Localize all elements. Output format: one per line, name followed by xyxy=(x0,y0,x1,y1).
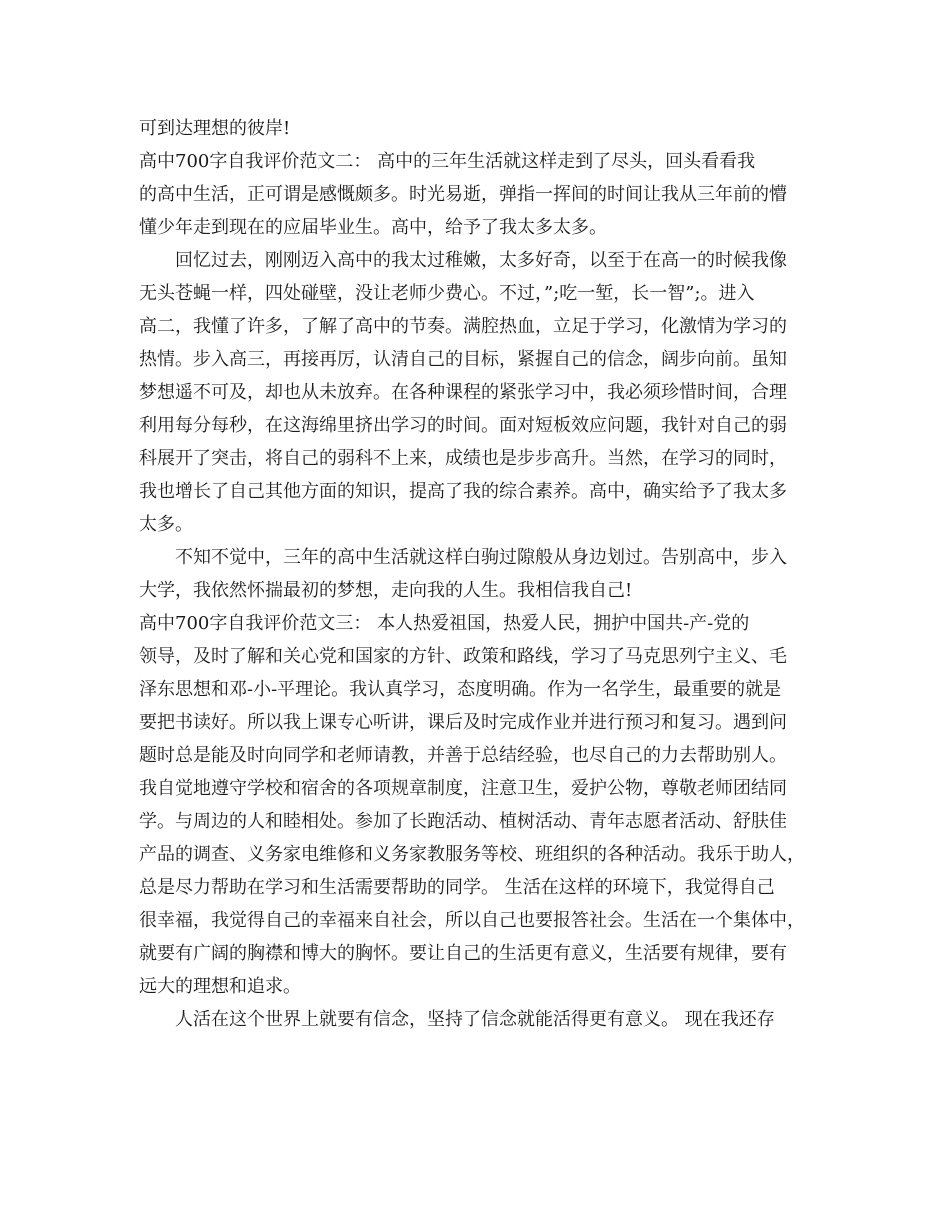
text-line: 我也增长了自己其他方面的知识，提高了我的综合素养。高中，确实给予了我太多 xyxy=(139,481,787,502)
text-line: 不知不觉中，三年的高中生活就这样白驹过隙般从身边划过。告别高中，步入 xyxy=(139,547,787,568)
text-line: 产品的调查、义务家电维修和义务家教服务等校、班组织的各种活动。我乐于助人， xyxy=(139,844,805,865)
document-body xyxy=(139,112,819,1036)
text-line: 可到达理想的彼岸! xyxy=(139,118,291,139)
text-line: 学。与周边的人和睦相处。参加了长跑活动、植树活动、青年志愿者活动、舒肤佳 xyxy=(139,811,787,832)
text-line: 太多。 xyxy=(139,514,193,535)
text-line: 总是尽力帮助在学习和生活需要帮助的同学。 生活在这样的环境下，我觉得自己 xyxy=(139,877,775,898)
text-line: 利用每分每秒，在这海绵里挤出学习的时间。面对短板效应问题，我针对自己的弱 xyxy=(139,415,787,436)
text-line: 我自觉地遵守学校和宿舍的各项规章制度，注意卫生，爱护公物，尊敬老师团结同 xyxy=(139,778,787,799)
text-line: 很幸福，我觉得自己的幸福来自社会，所以自己也要报答社会。生活在一个集体中， xyxy=(139,910,805,931)
text-line: 的高中生活，正可谓是感慨颇多。时光易逝，弹指一挥间的时间让我从三年前的懵 xyxy=(139,184,787,205)
text-line: 高二，我懂了许多，了解了高中的节奏。满腔热血，立足于学习，化激情为学习的 xyxy=(139,316,787,337)
text-line: 热情。步入高三，再接再厉，认清自己的目标，紧握自己的信念，阔步向前。虽知 xyxy=(139,349,787,370)
text-line: 懂少年走到现在的应届毕业生。高中，给予了我太多太多。 xyxy=(139,217,607,238)
text-line: 无头苍蝇一样，四处碰壁，没让老师少费心。不过，”;吃一堑，长一智”;。进入 xyxy=(139,283,755,304)
text-line: 人活在这个世界上就要有信念，坚持了信念就能活得更有意义。 现在我还存 xyxy=(139,1009,775,1030)
text-line: 回忆过去，刚刚迈入高中的我太过稚嫩，太多好奇，以至于在高一的时候我像 xyxy=(139,250,787,271)
text-line: 大学，我依然怀揣最初的梦想，走向我的人生。我相信我自己! xyxy=(139,580,633,601)
text-line: 梦想遥不可及，却也从未放弃。在各种课程的紧张学习中，我必须珍惜时间，合理 xyxy=(139,382,787,403)
text-line: 泽东思想和邓-小-平理论。我认真学习，态度明确。作为一名学生，最重要的就是 xyxy=(139,679,782,700)
text-line: 高中700字自我评价范文三： 本人热爱祖国，热爱人民，拥护中国共-产-党的 xyxy=(139,613,750,634)
text-line: 题时总是能及时向同学和老师请教，并善于总结经验，也尽自己的力去帮助别人。 xyxy=(139,745,787,766)
text-line: 高中700字自我评价范文二： 高中的三年生活就这样走到了尽头，回头看看我 xyxy=(139,151,756,172)
text-line: 要把书读好。所以我上课专心听讲，课后及时完成作业并进行预习和复习。遇到问 xyxy=(139,712,787,733)
text-line: 远大的理想和追求。 xyxy=(139,976,301,997)
text-line: 科展开了突击，将自己的弱科不上来，成绩也是步步高升。当然，在学习的同时， xyxy=(139,448,787,469)
text-line: 领导，及时了解和关心党和国家的方针、政策和路线，学习了马克思列宁主义、毛 xyxy=(139,646,787,667)
text-line: 就要有广阔的胸襟和博大的胸怀。要让自己的生活更有意义，生活要有规律，要有 xyxy=(139,943,787,964)
